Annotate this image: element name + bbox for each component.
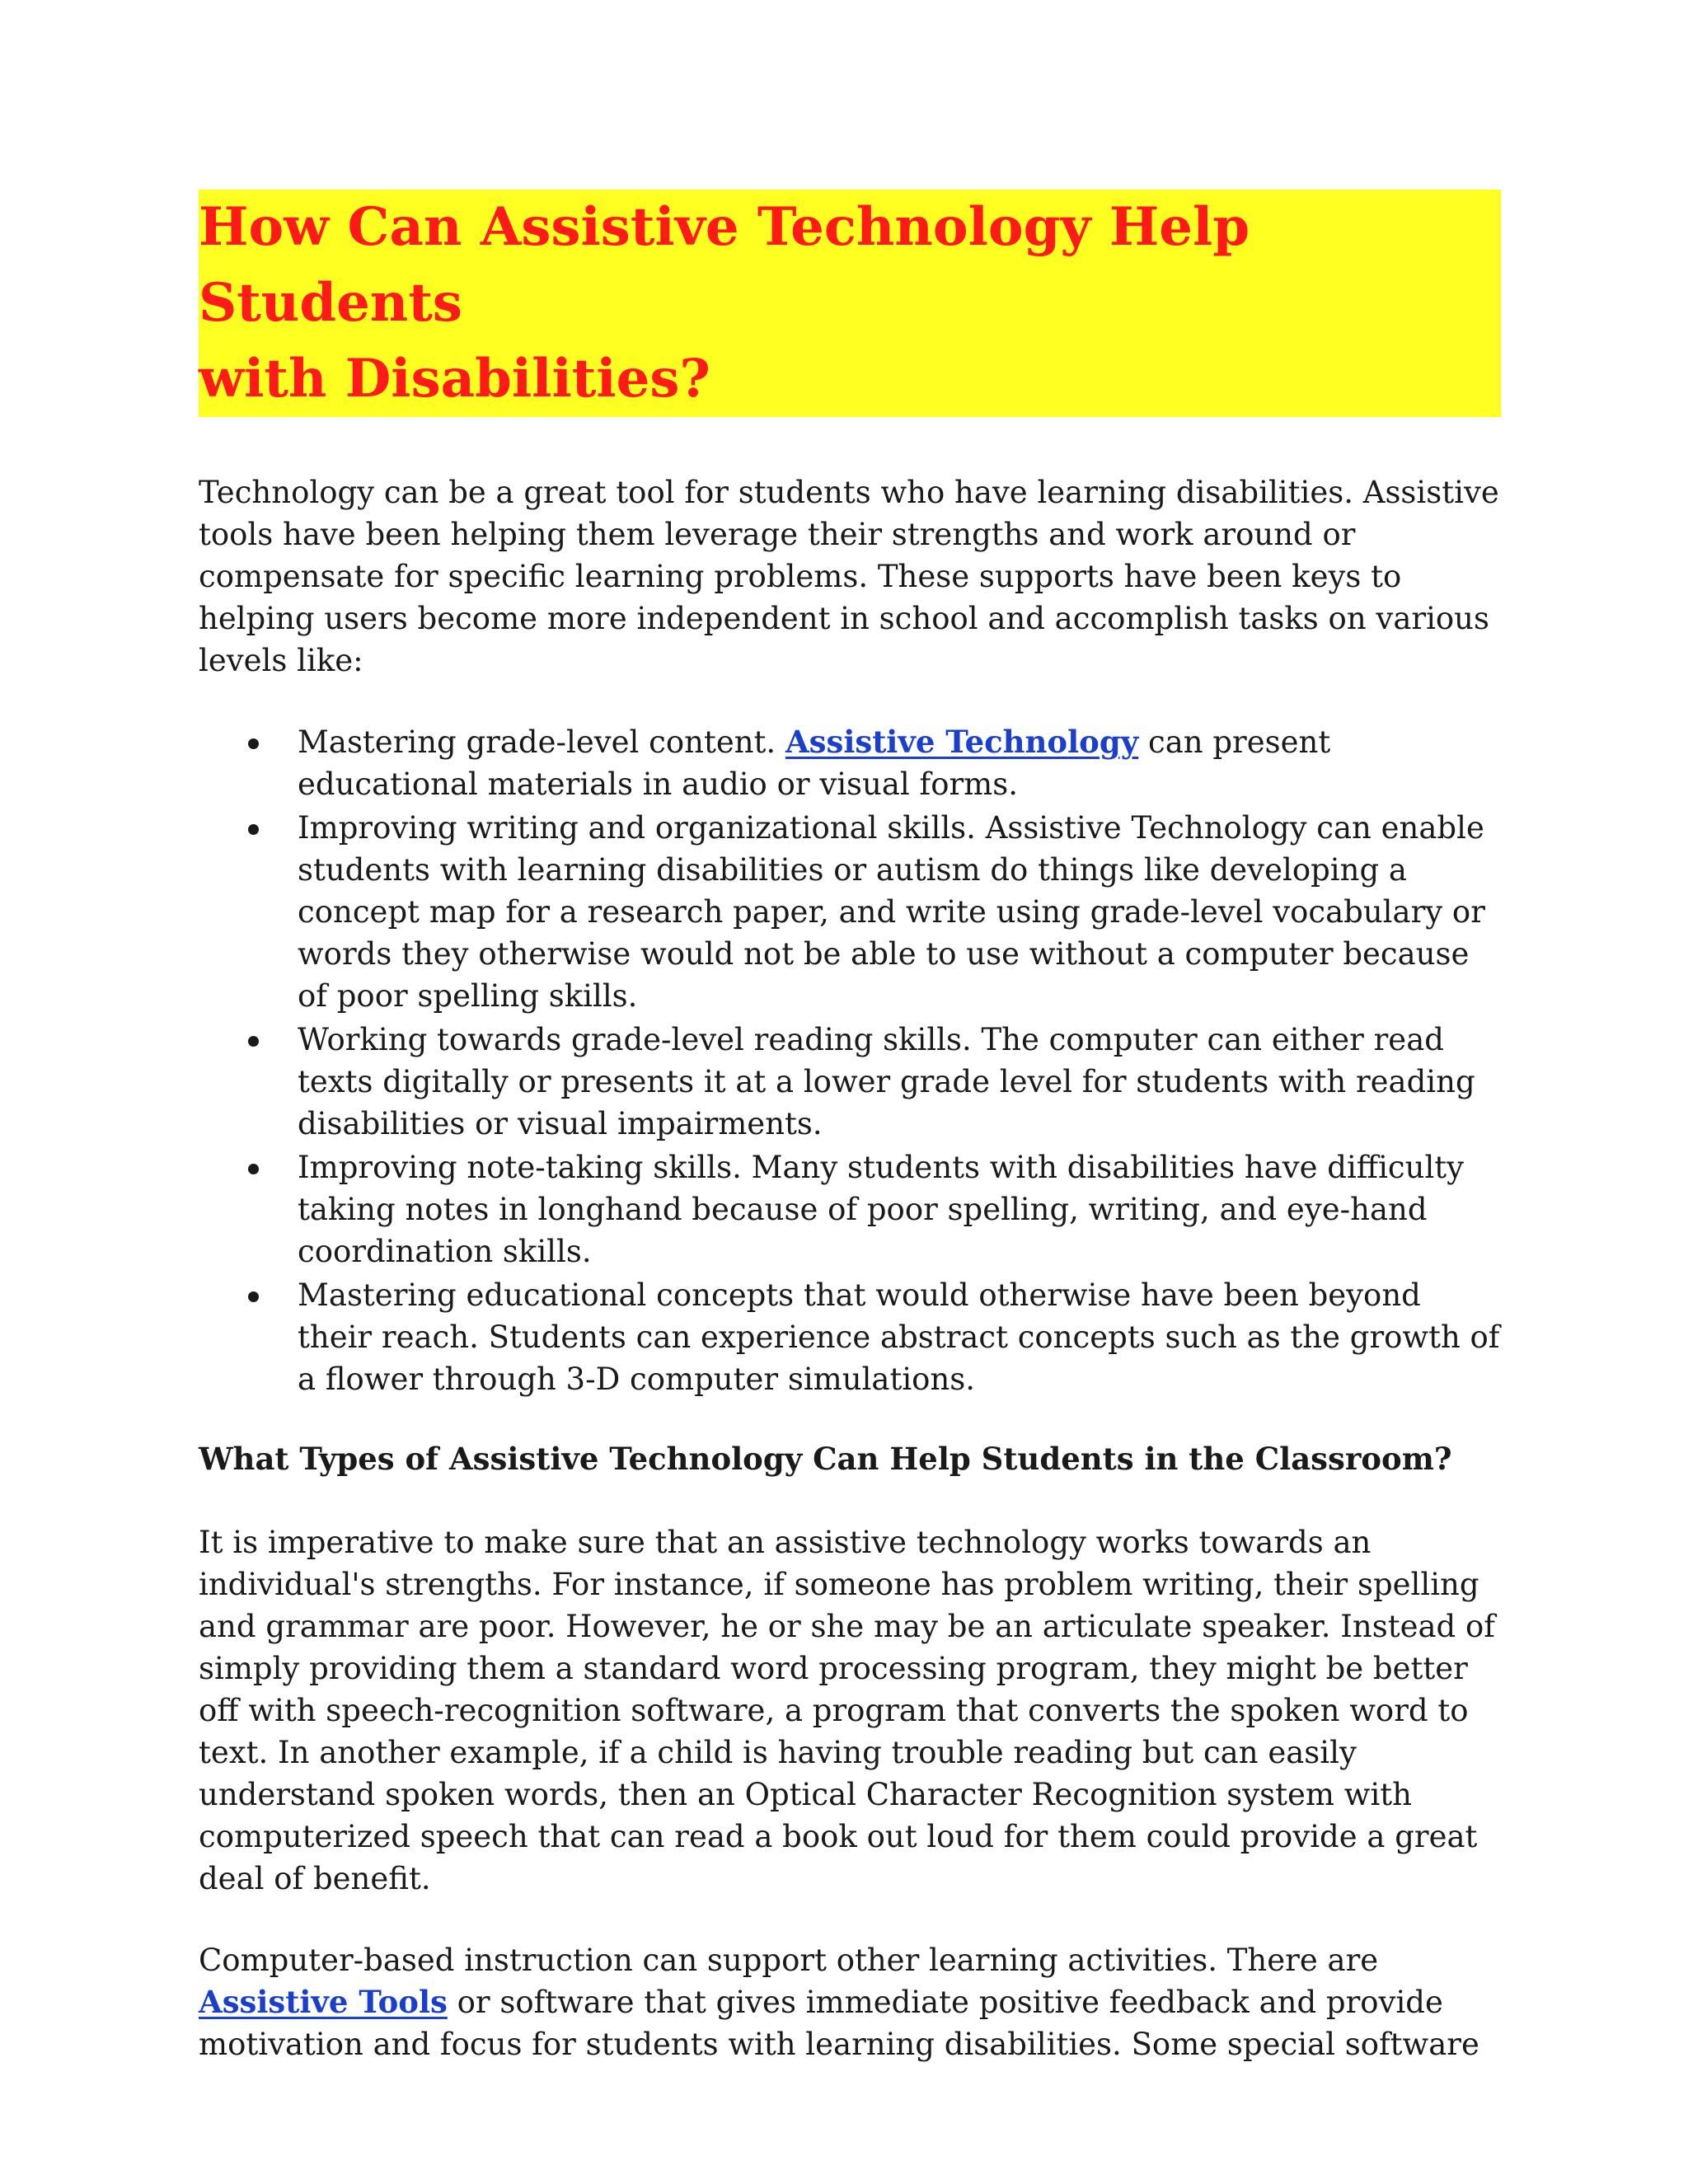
title-line-1: How Can Assistive Technology Help Students [199,196,1250,334]
body-paragraph-tools [199,1939,1501,2065]
list-item [199,721,1501,805]
list-item-text: Working towards grade-level reading skills. The computer can either read texts digitally or presents it at a lower grade level for students with reading disabilities or visual impairments. [298,1022,1475,1141]
list-item [199,1019,1501,1145]
list-item [199,1274,1501,1400]
intro-paragraph: Technology can be a great tool for students who have learning disabilities. Assistive tools have been helping them leverage their strengths and work around or compensate for specific learning problems. These supports have been keys to helping users become more independent in school and accomplish tasks on various levels like: [199,475,1499,678]
title-line-2: with Disabilities? [199,348,710,410]
list-item-text: can present educational materials in audio or visual forms. [298,724,1331,802]
body-paragraph: It is imperative to make sure that an assistive technology works towards an individual's strengths. For instance, if someone has problem writing, their spelling and grammar are poor. However, he or she may be an articulate speaker. Instead of simply providing them a standard word processing program, they might be better off with speech-recognition software, a program that converts the spoken word to text. In another example, if a child is having trouble reading but can easily understand spoken words, then an Optical Character Recognition system with computerized speech that can read a book out loud for them could provide a great deal of benefit. [199,1525,1495,1896]
document-page [199,190,1501,2065]
list-item [199,807,1501,1017]
paragraph-text: Computer-based instruction can support other learning activities. There are [199,1943,1379,1978]
list-item-text: Mastering grade-level content. [298,724,785,760]
bullet-icon [248,738,259,749]
assistive-technology-link[interactable]: Assistive Technology [785,724,1139,760]
list-item-text: Mastering educational concepts that would otherwise have been beyond their reach. Students can experience abstract concepts such as the growth of a flower through 3-D computer simulations. [298,1277,1500,1397]
bullet-icon [248,1164,259,1174]
list-item [199,1146,1501,1272]
bullet-icon [248,824,259,835]
list-item-text: Improving writing and organizational skills. Assistive Technology can enable students with learning disabilities or autism do things like developing a concept map for a research paper, and write using grade-level vocabulary or words they otherwise would not be able to use without a computer because of poor spelling skills. [298,810,1485,1014]
paragraph-text: or software that gives immediate positive feedback and provide motivation and focus for students with learning disabilities. Some special software [199,1985,1479,2062]
benefits-list [199,721,1501,1400]
page-title [199,190,1501,417]
section-heading: What Types of Assistive Technology Can Help Students in the Classroom? [199,1441,1452,1477]
assistive-tools-link[interactable]: Assistive Tools [199,1984,448,2020]
bullet-icon [248,1036,259,1047]
list-item-text: Improving note-taking skills. Many students with disabilities have difficulty taking notes in longhand because of poor spelling, writing, and eye-hand coordination skills. [298,1150,1465,1269]
bullet-icon [248,1291,259,1302]
